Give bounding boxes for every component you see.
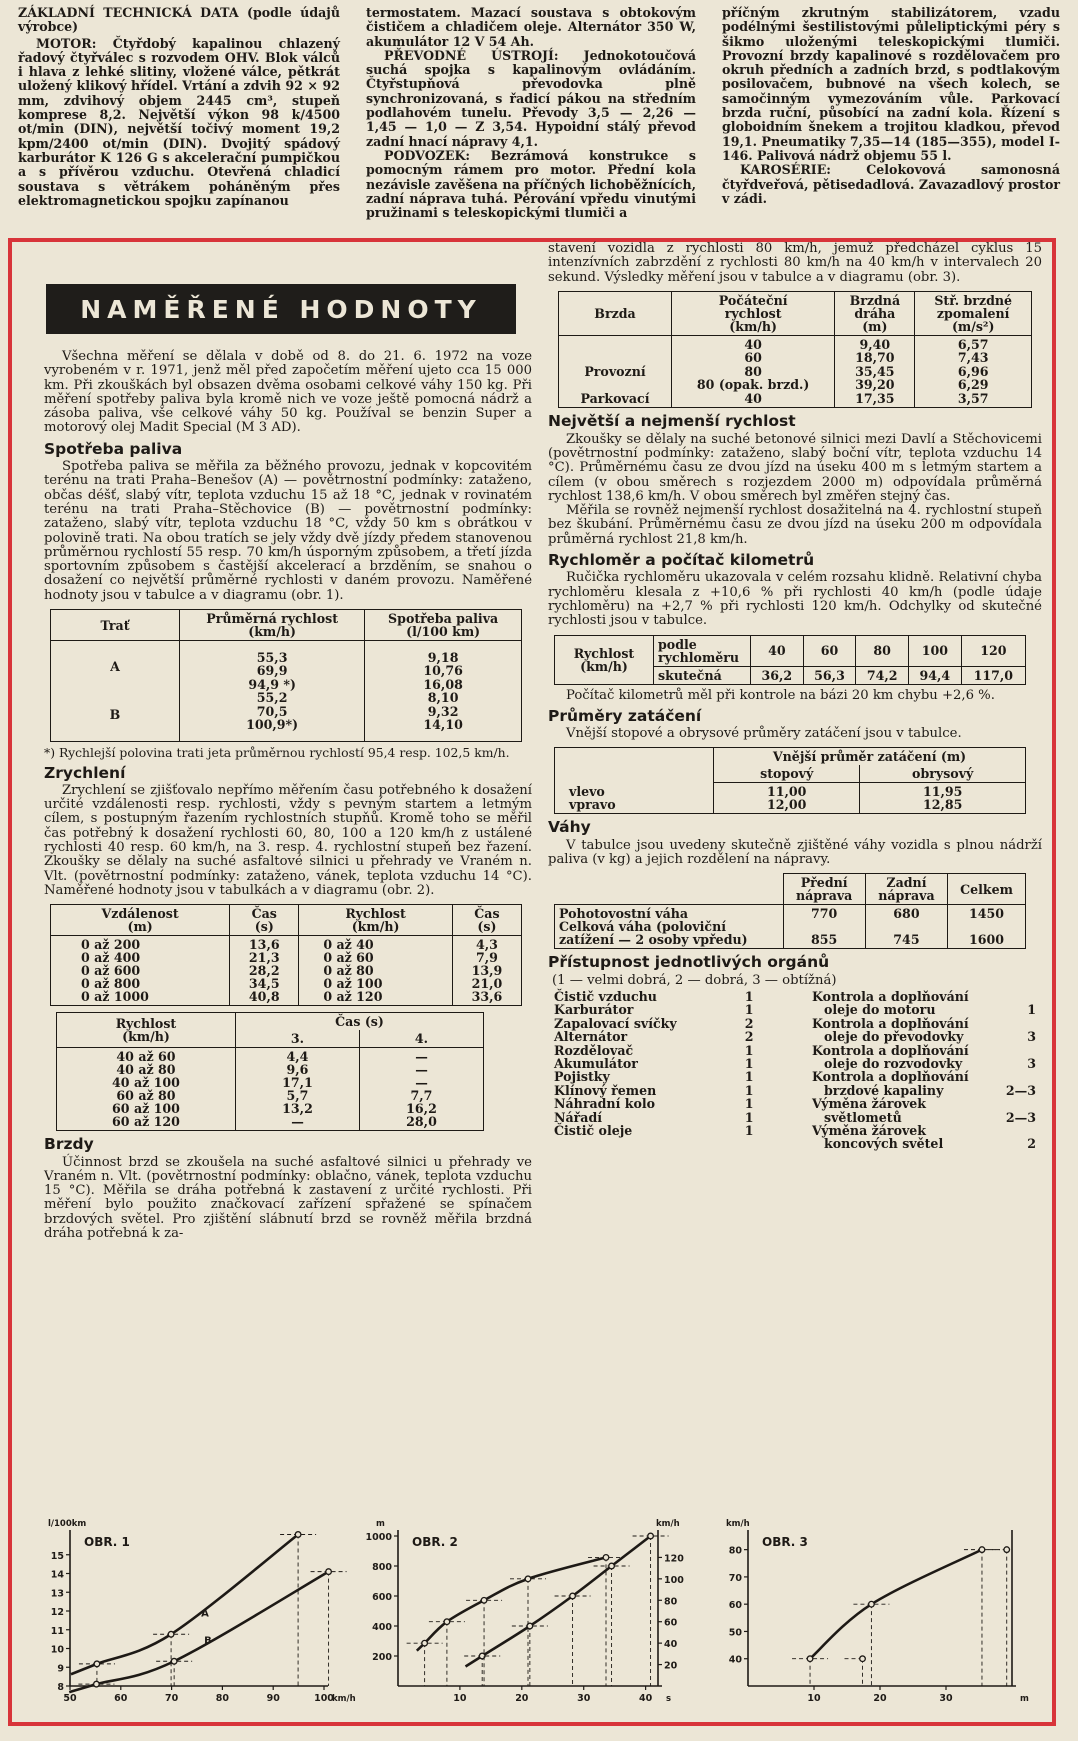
speedo-table <box>554 635 1026 685</box>
speedo-act-2: 74,2 <box>856 666 909 684</box>
accel-speeds: 0 až 40 0 až 60 0 až 80 0 až 100 0 až 120 <box>299 936 453 1006</box>
y2-tick-label: 40 <box>664 1639 678 1651</box>
data-point <box>444 1619 450 1625</box>
accel-th-speed: Rychlost (km/h) <box>299 905 453 936</box>
weight-text: V tabulce jsou uvedeny skutečně zjištěné váhy vozidla s plnou nádrží paliva (v kg) a jejich rozdělení na nápravy. <box>548 837 1042 868</box>
y-axis-label: l/100km <box>48 1519 87 1529</box>
accel2-gear4: — — — 7,7 16,2 28,0 <box>360 1048 484 1131</box>
accel2-gear3: 4,4 9,6 17,1 5,7 13,2 — <box>236 1048 360 1131</box>
x-tick-label: 80 <box>215 1693 230 1704</box>
speedo-act-0: 36,2 <box>751 666 804 684</box>
x-tick-label: 30 <box>577 1693 591 1704</box>
tech-motor: MOTOR: Čtyřdobý kapalinou chlazený řadový čtyřválec s rozvodem OHV. Blok válců i hlava z lehké slitiny, vložené válce, pětkrát uložený klikový hřídel. Vrtání a zdvih 92 × 92 mm, zdvihový objem 2445 cm³, stupeň komprese 8,2. Největší výkon 98 k/4500 ot/min (DIN), největší točivý moment 19,2 kpm/2400 ot/min (DIN). Dvojitý spádový karburátor K 126 G s akcelerační pumpičkou a s přívěrou vzduchu. Otevřená chladicí soustava s větrákem poháněným přes elektromagnetickou spojku zapínanou <box>18 35 340 208</box>
turning-rows: vlevo vpravo <box>555 783 714 814</box>
y2-tick-label: 80 <box>664 1596 678 1608</box>
data-point <box>807 1656 813 1662</box>
data-point <box>94 1681 100 1687</box>
fuel-th-track: Trať <box>51 610 180 641</box>
weight-rows: Pohotovostní váha Celková váha (poloviční zatížení — 2 osoby vpředu) <box>555 905 784 949</box>
brakes-th-speed: Počáteční rychlost (km/h) <box>672 291 835 335</box>
accel-table-1 <box>50 904 522 1006</box>
data-point-extra <box>860 1656 866 1662</box>
accel-title: Zrychlení <box>44 763 126 782</box>
fuel-th-consumption: Spotřeba paliva (l/100 km) <box>365 610 522 641</box>
y2-axis-label: km/h <box>656 1519 680 1529</box>
weight-table <box>554 873 1026 949</box>
y-tick-label: 14 <box>50 1569 64 1581</box>
x-tick-label: 10 <box>807 1693 821 1704</box>
data-point <box>171 1658 177 1664</box>
speedo-act-3: 94,4 <box>909 666 962 684</box>
x-axis-label: km/h <box>332 1694 356 1704</box>
x-tick-label: 30 <box>939 1693 953 1704</box>
y2-tick-label: 100 <box>664 1574 684 1586</box>
odometer-text: Počítač kilometrů měl při kontrole na bázi 20 km chybu +2,6 %. <box>566 687 995 703</box>
turning-text: Vnější stopové a obrysové průměry zatáčení jsou v tabulce. <box>566 726 962 742</box>
weight-th-front: Přední náprava <box>783 874 865 905</box>
fuel-consumption: 9,18 10,76 16,08 8,10 9,32 14,10 <box>365 641 522 742</box>
data-point <box>570 1593 576 1599</box>
left-column <box>44 350 532 1241</box>
tech-title: ZÁKLADNÍ TECHNICKÁ DATA (podle údajů výrobce) <box>18 5 340 35</box>
accel-text: Zrychlení se zjišťovalo nepřímo měřením času potřebného k dosažení určité vzdálenosti resp. rychlosti, vždy s pevným startem a letmým cílem, s postupným řazením rychlostních stupňů. Kromě toho se měřil čas potřebný k dosažení rychlosti 60, 80, 100 a 120 km/h z ustálené rychlosti 40 resp. 60 km/h, na 3. resp. 4. rychlostní stupeň bez řazení. Zkoušky se dělaly na suché asfaltové silnici u přehrady ve Vraném n. Vlt. (povětrnostní podmínky: zataženo, vánek, teplota vzduchu 14 °C). Naměřené hodnoty jsou v tabulkách a v diagramu (obr. 2). <box>44 782 532 898</box>
y-tick-label: 200 <box>372 1652 392 1663</box>
tech-transmission: PŘEVODNÉ ÚSTROJÍ: Jednokotoučová suchá spojka s kapalinovým ovládáním. Čtyřstupňová převodovka plně synchronizovaná, s řadicí pákou na středním podlahovém tunelu. Převody 3,5 — 2,26 — 1,45 — 1,0 — Z 3,54. Hypoidní stálý převod zadní hnací nápravy 4,1. <box>366 47 696 149</box>
accel2-th-time: Čas (s) <box>236 1013 484 1031</box>
data-point <box>295 1532 301 1538</box>
y-tick-label: 50 <box>728 1627 742 1639</box>
x-axis-label: s <box>666 1694 672 1704</box>
access-title: Přístupnost jednotlivých orgánů <box>548 953 830 972</box>
y-tick-label: 40 <box>728 1654 742 1666</box>
turning-title: Průměry zatáčení <box>548 706 702 725</box>
y-tick-label: 600 <box>372 1592 392 1603</box>
speedo-ind-1: 60 <box>803 635 856 666</box>
brakes-decel: 6,57 7,43 6,96 6,29 3,57 <box>915 335 1032 408</box>
y-tick-label: 60 <box>728 1600 742 1612</box>
chart-title: OBR. 2 <box>412 1535 458 1549</box>
series-line-1 <box>466 1536 651 1667</box>
fuel-text: Spotřeba paliva se měřila za běžného provozu, jednak v kopcovitém terénu na trati Praha–Benešov (A) — povětrnostní podmínky: zataženo, občas déšť, slabý vítr, teplota vzduchu 15 až 18 °C, jednak v rovinatém terénu na trati Praha–Stěchovice (B) — povětrnostní podmínky: zataženo, slabý vítr, teplota vzduchu 18 °C, vždy 50 km s obrátkou v polovině trati. Na obou tratích se jely vždy dvě jízdy předem stanovenou průměrnou rychlostí 55 resp. 70 km/h úsporným způsobem, a třetí jízda sportovním způsobem s častější akcelerací a brzděním, se snahou o dosažení co největší průměrné rychlosti v daném provozu. Naměřené hodnoty jsou v tabulce a v diagramu (obr. 1). <box>44 459 532 603</box>
y-tick-label: 9 <box>57 1663 64 1675</box>
accel-table-2 <box>56 1012 484 1131</box>
accel-dist-times: 13,6 21,3 28,2 34,5 40,8 <box>230 936 299 1006</box>
accel2-th-gear4: 4. <box>360 1030 484 1048</box>
fuel-th-speed: Průměrná rychlost (km/h) <box>180 610 365 641</box>
y-tick-label: 400 <box>372 1622 392 1633</box>
chart-obr-2 <box>364 1512 694 1712</box>
y-tick-label: 11 <box>50 1625 64 1637</box>
fuel-note: *) Rychlejší polovina trati jeta průměrnou rychlostí 95,4 resp. 102,5 km/h. <box>44 745 510 761</box>
brakes-th-decel: Stř. brzdné zpomalení (m/s²) <box>915 291 1032 335</box>
brakes-th-distance: Brzdná dráha (m) <box>835 291 915 335</box>
fuel-speeds: 55,3 69,9 94,9 *) 55,2 70,5 100,9*) <box>180 641 365 742</box>
turning-sub-outline: obrysový <box>860 765 1026 783</box>
brakes-text: Účinnost brzd se zkoušela na suché asfaltové silnici u přehrady ve Vraném n. Vlt. (povětrnostní podmínky: oblačno, vánek, teplota vzduchu 15 °C). Měřila se dráha potřebná k zastavení z určité rychlosti. Při měření bylo použito značkovací zařízení spřažené se spínačem brzdových světel. Pro zjištění slábnutí brzd se rovněž měřila brzdná dráha potřebná k za- <box>44 1154 532 1241</box>
x-tick-label: 40 <box>639 1693 653 1704</box>
accel-th-distance: Vzdálenost (m) <box>51 905 230 936</box>
minspeed-text: Měřila se rovněž nejmenší rychlost dosažitelná na 4. rychlostní stupeň bez škubání. Průměrnému času ze dvou jízd na úseku 200 m odpovídala průměrná rychlost 21,8 km/h. <box>548 503 1042 547</box>
x-tick-label: 100 <box>314 1693 334 1704</box>
speedo-act-1: 56,3 <box>803 666 856 684</box>
series-line-A <box>71 1535 298 1675</box>
speedo-act-4: 117,0 <box>961 666 1025 684</box>
y-tick-label: 800 <box>372 1562 392 1573</box>
accel-th-time1: Čas (s) <box>230 905 299 936</box>
weight-th-rear: Zadní náprava <box>865 874 947 905</box>
x-tick-label: 50 <box>63 1693 77 1704</box>
accel2-ranges: 40 až 60 40 až 80 40 až 100 60 až 80 60 až 100 60 až 120 <box>57 1048 236 1131</box>
intro-text: Všechna měření se dělala v době od 8. do 21. 6. 1972 na voze vyrobeném v r. 1971, jenž měl před započetím měření ujeto cca 15 000 km. Při zkouškách byl obsazen dvěma osobami celkové váhy 150 kg. Při měření spotřeby paliva byla kromě nich ve voze ještě pomocná nádrž a zásoba paliva, vše celkové váhy 50 kg. Používal se benzin Super a motorový olej Madit Special (M 3 AD). <box>44 349 532 436</box>
y-tick-label: 70 <box>728 1572 742 1584</box>
tech-chassis: PODVOZEK: Bezrámová konstrukce s pomocným rámem pro motor. Přední kola nezávisle zavěšena na příčných lichoběžnících, zadní náprava tuhá. Pérování vpředu vinutými pružinami s teleskopickými tlumiči a <box>366 147 696 221</box>
data-point <box>603 1555 609 1561</box>
chart-obr-1 <box>30 1512 356 1712</box>
measured-values-frame <box>8 238 1056 1726</box>
turning-sub-track: stopový <box>714 765 860 783</box>
data-point <box>326 1569 332 1575</box>
data-point <box>609 1563 615 1569</box>
fuel-table <box>50 609 522 742</box>
access-legend: (1 — velmi dobrá, 2 — dobrá, 3 — obtížná) <box>552 972 837 988</box>
maxspeed-title: Největší a nejmenší rychlost <box>548 412 796 431</box>
y2-tick-label: 20 <box>664 1660 678 1672</box>
x-axis-label: m <box>1020 1694 1029 1704</box>
section-heading: NAMĚŘENÉ HODNOTY <box>46 284 516 334</box>
brakes-text-cont: stavení vozidla z rychlosti 80 km/h, jemuž předcházel cyklus 15 intenzívních zabrzdění z rychlosti 80 km/h na 40 km/h v intervalech 20 sekund. Výsledky měření jsou v tabulce a v diagramu (obr. 3). <box>548 241 1042 285</box>
y-axis-label: m <box>376 1519 385 1529</box>
weight-rear: 680 745 <box>865 905 947 949</box>
speedo-text: Ručička rychloměru ukazovala v celém rozsahu klidně. Relativní chyba rychloměru klesala z +10,6 % při rychlosti 40 km/h (podle údaje rychloměru) na +2,7 % při rychlosti 120 km/h. Odchylky od skutečné rychlosti jsou v tabulce. <box>548 570 1042 629</box>
maxspeed-text: Zkoušky se dělaly na suché betonové silnici mezi Davlí a Stěchovicemi (povětrnostní podmínky: zataženo, slabý boční vítr, teplota vzduchu 14 °C). Průměrnému času ze dvou jízd na úseku 400 m s letmým startem a cílem (v obou směrech s rozjezdem 2000 m) odpovídala průměrná rychlost 138,6 km/h. V obou směrech byl změřen stejný čas. <box>548 431 1042 504</box>
x-tick-label: 90 <box>266 1693 280 1704</box>
weight-total: 1450 1600 <box>948 905 1026 949</box>
data-point <box>422 1640 428 1646</box>
x-tick-label: 70 <box>164 1693 179 1704</box>
technical-data <box>18 5 1060 221</box>
series-line-B <box>69 1572 328 1693</box>
right-column <box>548 242 1042 1158</box>
speedo-row-head: Rychlost (km/h) <box>555 635 654 684</box>
data-point-extra <box>1004 1547 1010 1553</box>
y2-tick-label: 60 <box>664 1617 678 1629</box>
tech-col-1 <box>18 6 340 208</box>
series-line-1 <box>810 1550 982 1659</box>
turning-outline: 11,95 12,85 <box>860 783 1026 814</box>
turning-track: 11,00 12,00 <box>714 783 860 814</box>
chart-title: OBR. 1 <box>84 1535 130 1549</box>
turning-header: Vnější průměr zatáčení (m) <box>714 748 1026 766</box>
data-point <box>94 1661 100 1667</box>
data-point <box>525 1576 531 1582</box>
access-left: Čistič vzduchu 1 Karburátor 1 Zapalovací svíčky 2 Alternátor 2 Rozdělovač 1 Akumulátor 1 Pojistky 1 Klínový řemen 1 Náhradní kolo 1 Nářadí 1 Čistič oleje 1 <box>554 988 754 1138</box>
accel2-th-speed: Rychlost (km/h) <box>57 1013 236 1048</box>
series-label-A: A <box>201 1608 209 1620</box>
tech-motor-cont: termostatem. Mazací soustava s obtokovým čističem a chladičem oleje. Alternátor 350 W, akumulátor 12 V 54 Ah. <box>366 5 696 49</box>
brakes-title: Brzdy <box>44 1135 94 1154</box>
speedo-label-indicated: podle rychloměru <box>654 635 751 666</box>
tech-chassis-cont: příčným zkrutným stabilizátorem, vzadu podélnými šestilistovými půleliptickými péry s šikmo uloženými teleskopickými tlumiči. Provozní brzdy kapalinové s rozdělovačem pro okruh předních a zadních brzd, s podtlakovým posilovačem, bubnové na všech kolech, se samočinným vymezováním vůle. Parkovací brzda ruční, působící na zadní kola. Řízení s globoidním šnekem a trojitou kladkou, převod 19,1. Pneumatiky 7,35—14 (185—355), model I-146. Palivová nádrž objemu 55 l. <box>722 5 1060 163</box>
x-tick-label: 10 <box>453 1693 467 1704</box>
accel-distances: 0 až 200 0 až 400 0 až 600 0 až 800 0 až 1000 <box>51 936 230 1006</box>
fuel-title: Spotřeba paliva <box>44 439 183 458</box>
data-point <box>168 1631 174 1637</box>
accel-speed-times: 4,3 7,9 13,9 21,0 33,6 <box>452 936 521 1006</box>
y-tick-label: 8 <box>57 1682 64 1693</box>
brakes-th-type: Brzda <box>559 291 672 335</box>
data-point <box>481 1597 487 1603</box>
brakes-distances: 9,40 18,70 35,45 39,20 17,35 <box>835 335 915 408</box>
data-point <box>869 1601 875 1607</box>
y-tick-label: 1000 <box>365 1532 392 1543</box>
y-tick-label: 13 <box>50 1588 64 1600</box>
tech-col-3 <box>722 6 1060 206</box>
weight-front: 770 855 <box>783 905 865 949</box>
x-tick-label: 60 <box>114 1693 128 1704</box>
series-label-B: B <box>204 1635 212 1647</box>
access-right: Kontrola a doplňování oleje do motoru 1 Kontrola a doplňování oleje do převodovky 3 Kontrola a doplňování oleje do rozvodovky 3 Kontrola a doplňování brzdové kapaliny 2—3 Výměna žárovek světlometů 2—3 Výměna žárovek koncových světel 2 <box>812 988 1036 1152</box>
weight-th-total: Celkem <box>948 874 1026 905</box>
data-point <box>648 1533 654 1539</box>
weight-title: Váhy <box>548 818 591 837</box>
chart-obr-3 <box>708 1512 1038 1712</box>
brakes-table <box>558 291 1032 409</box>
x-tick-label: 20 <box>873 1693 887 1704</box>
tech-body: KAROSÉRIE: Celokovová samonosná čtyřdveřová, pětisedadlová. Zavazadlový prostor v zádi. <box>722 162 1060 206</box>
speedo-ind-2: 80 <box>856 635 909 666</box>
y2-tick-label: 120 <box>664 1553 684 1565</box>
speedo-ind-4: 120 <box>961 635 1025 666</box>
brakes-speeds: 40 60 80 80 (opak. brzd.) 40 <box>672 335 835 408</box>
y-tick-label: 12 <box>50 1607 64 1618</box>
y-axis-label: km/h <box>726 1519 750 1529</box>
chart-title: OBR. 3 <box>762 1535 808 1549</box>
y-tick-label: 10 <box>50 1644 64 1656</box>
fuel-labels: A B <box>51 641 180 742</box>
y-tick-label: 15 <box>50 1550 64 1562</box>
data-point <box>979 1547 985 1553</box>
turning-table <box>554 747 1026 814</box>
brakes-types: Provozní Parkovací <box>559 335 672 408</box>
speedo-ind-0: 40 <box>751 635 804 666</box>
speedo-label-actual: skutečná <box>654 666 751 684</box>
speedo-title: Rychloměr a počítač kilometrů <box>548 551 815 570</box>
accel-th-time2: Čas (s) <box>452 905 521 936</box>
speedo-ind-3: 100 <box>909 635 962 666</box>
y-tick-label: 80 <box>728 1545 742 1557</box>
accel2-th-gear3: 3. <box>236 1030 360 1048</box>
access-lists <box>548 988 1042 1158</box>
x-tick-label: 20 <box>515 1693 529 1704</box>
tech-col-2 <box>366 6 696 220</box>
